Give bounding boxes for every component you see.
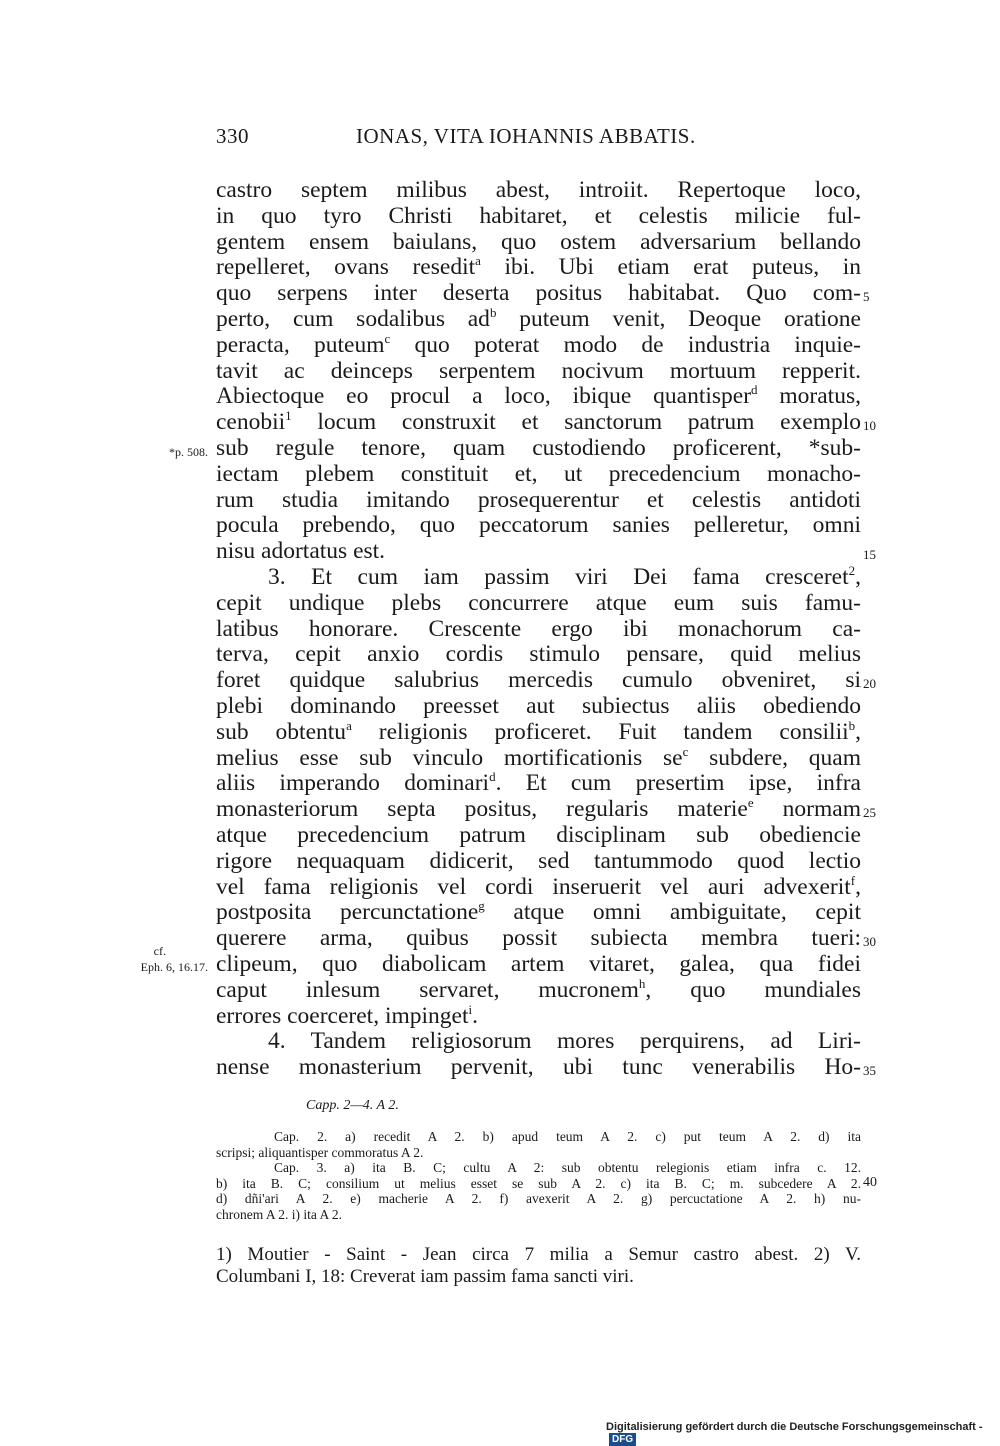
critical-apparatus [216,1129,861,1223]
apparatus-line: chronem A 2. i) ita A 2. [216,1206,342,1222]
margin-scripture-reference: Eph. 6, 16.17. [140,960,208,974]
text-line: repelleret, ovans resedit$^a$ ibi. Ubi etiam erat puteus, in [216,253,861,281]
footnotes [216,1244,861,1288]
text-line: clipeum, quo diabolicam artem vitaret, galea, qua fidei [216,950,861,977]
text-line: peracta, puteum$^c$ quo poterat modo de industria inquie- [216,330,861,358]
line-number: 35 [863,1063,876,1079]
text-line: 3. Et cum iam passim viri Dei fama cresceret$^2$, [268,562,861,590]
text-line: caput inlesum servaret, mucronem$^h$, quo mundiales [216,975,862,1003]
credit-text: Digitalisierung gefördert durch die Deutsche Forschungsgemeinschaft - [606,1421,983,1433]
footnote-marker: d [489,769,496,785]
text-line: nisu adortatus est. [216,538,386,565]
line-number: 30 [863,934,876,950]
text-line: tavit ac deinceps serpentem nocivum mortuum repperit. [216,357,861,384]
text-line: querere arma, quibus possit subiecta membra tueri: [216,925,861,952]
footnote-marker: 2 [848,562,856,578]
digitization-credit [606,1421,1000,1446]
main-text [216,178,861,1081]
text-line: cenobii$^1$ locum construxit et sanctorum patrum exemplo [216,408,861,436]
text-line: cepit undique plebs concurrere atque eum suis famu- [216,589,861,616]
text-line: quo serpens inter deserta positus habitabat. Quo com- [216,280,861,307]
text-line: castro septem milibus abest, introiit. Repertoque loco, [216,177,861,203]
text-line: sub obtentu$^a$ religionis proficeret. Fuit tandem consilii$^b$, [216,717,861,745]
footnote-marker: h [638,975,646,991]
footnote-marker: b [489,304,497,320]
line-number: 15 [863,547,876,563]
text-line: atque precedencium patrum disciplinam sub obediencie [216,821,861,848]
line-number: 25 [863,805,876,821]
margin-cf: cf. [153,944,166,958]
text-line: plebi dominando preesset aut subiectus aliis obediendo [216,692,861,719]
apparatus-line-number: 40 [863,1175,877,1190]
text-line: perto, cum sodalibus $ad^b$ puteum venit, Deoque oratione [216,304,861,332]
text-line: pocula prebendo, quo peccatorum sanies pelleretur, omni [216,512,861,539]
text-line: vel fama religionis vel cordi inseruerit vel auri advexerit$^f$, [216,872,861,900]
text-line: errores coerceret, impinget$^i$. [216,1001,478,1029]
text-line: nense monasterium pervenit, ubi tunc venerabilis Ho- [216,1054,861,1081]
footnote-line: Columbani I, 18: Creverat iam passim fama sancti viri. [216,1266,634,1287]
text-line: foret quidque salubrius mercedis cumulo obveniret, si [216,667,861,694]
footnote-marker: c [682,743,689,759]
footnote-marker: c [384,330,391,346]
apparatus-heading: Capp. 2—4. A 2. [306,1098,399,1113]
apparatus-line: d) dñi'ari A 2. e) macherie A 2. f) avexerit A 2. g) percuctatione A 2. h) nu- [216,1191,861,1207]
footnote-marker: 1 [285,408,292,424]
apparatus-line: Cap. 3. a) ita B. C; cultu A 2: sub obtentu relegionis etiam infra c. 12. [274,1160,861,1176]
line-number: 20 [863,676,876,692]
text-line: 4. Tandem religiosorum mores perquirens, ad Liri- [268,1028,861,1055]
footnote-marker: e [747,795,754,811]
footnote-marker: d [751,382,758,398]
text-line: sub regule tenore, quam custodiendo proficerent, *sub- [216,434,861,461]
apparatus-line: Cap. 2. a) recedit A 2. b) apud teum A 2. c) put teum A 2. d) ita [274,1129,861,1144]
footnote-marker: a [346,717,352,733]
text-line: iectam plebem constituit et, ut precedencium monacho- [216,460,861,487]
text-line: rum studia imitando prosequerentur et celestis antidoti [216,486,861,513]
text-line: aliis imperando dominari$^d$. Et cum presertim ipse, infra [216,769,861,797]
text-line: terva, cepit anxio cordis stimulo pensare, quid melius [216,641,861,668]
footnote-marker: a [475,253,481,269]
footnote-line: 1) Moutier - Saint - Jean circa 7 milia a Semur castro abest. 2) V. [216,1244,861,1265]
text-line: rigore nequaquam didicerit, sed tantummodo quod lectio [216,847,861,874]
text-line: in quo tyro Christi habitaret, et celestis milicie ful- [216,202,861,229]
text-line: gentem ensem baiulans, quo ostem adversarium bellando [216,228,861,255]
running-title: IONAS, VITA IOHANNIS ABBATIS. [356,124,696,148]
apparatus-line: b) ita B. C; consilium ut melius esset se sub A 2. c) ita B. C; m. subcedere A 2. [216,1175,861,1191]
footnote-marker: g [478,898,485,914]
line-number: 5 [863,289,870,305]
text-line: monasteriorum septa positus, regularis materie$^e$ normam [216,795,861,823]
text-line: Abiectoque eo procul a loco, ibique quantisper$^d$ moratus, [216,382,861,410]
dfg-logo: DFG [609,1433,636,1446]
margin-page-reference: *p. 508. [169,445,208,459]
footnote-marker: b [848,717,856,733]
text-line: melius esse sub vinculo mortificationis $se^c$ subdere, quam [216,743,861,771]
footnote-marker: f [850,872,856,888]
footnote-marker: i [468,1001,473,1017]
text-line: postposita percunctatione$^g$ atque omni ambiguitate, cepit [216,898,861,926]
apparatus-line: scripsi; aliquantisper commoratus A 2. [216,1144,424,1160]
text-line: latibus honorare. Crescente ergo ibi monachorum ca- [216,615,861,642]
page-number: 330 [216,124,249,148]
line-number: 10 [863,418,876,434]
